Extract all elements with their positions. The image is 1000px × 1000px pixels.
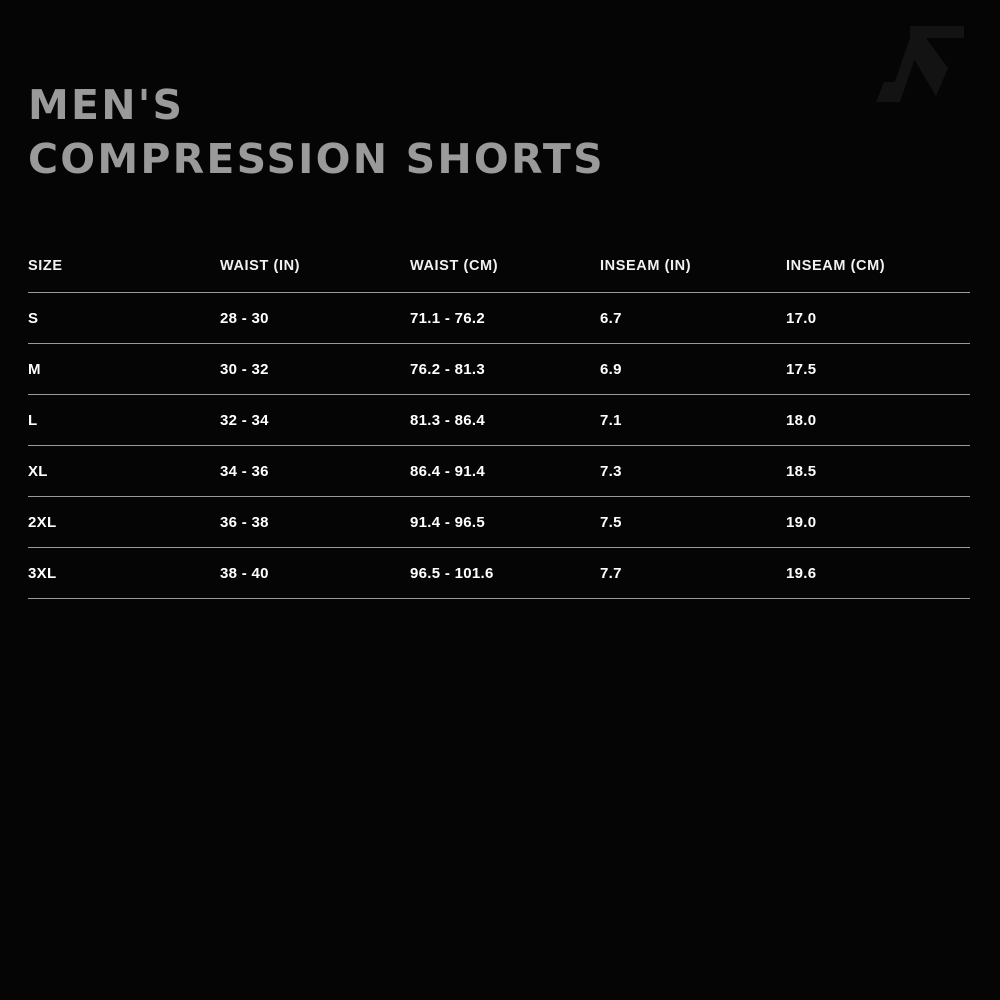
cell-inseam-cm: 18.5: [786, 446, 970, 497]
size-table-wrapper: [28, 258, 970, 599]
cell-inseam-cm: 17.0: [786, 293, 970, 344]
cell-waist-cm: 71.1 - 76.2: [410, 293, 600, 344]
table-row: [28, 446, 970, 497]
cell-waist-cm: 76.2 - 81.3: [410, 344, 600, 395]
cell-waist-in: 32 - 34: [220, 395, 410, 446]
cell-inseam-cm: 19.0: [786, 497, 970, 548]
cell-inseam-in: 7.5: [600, 497, 786, 548]
table-row: [28, 293, 970, 344]
cell-size: M: [28, 344, 220, 395]
cell-size: 3XL: [28, 548, 220, 599]
cell-size: 2XL: [28, 497, 220, 548]
column-header-inseam-cm: INSEAM (CM): [786, 258, 970, 293]
cell-inseam-in: 7.3: [600, 446, 786, 497]
table-row: [28, 395, 970, 446]
cell-waist-in: 30 - 32: [220, 344, 410, 395]
size-table: [28, 258, 970, 599]
table-header-row: [28, 258, 970, 293]
cell-inseam-cm: 18.0: [786, 395, 970, 446]
cell-size: L: [28, 395, 220, 446]
table-row: [28, 344, 970, 395]
table-row: [28, 497, 970, 548]
column-header-size: SIZE: [28, 258, 220, 293]
cell-inseam-in: 7.7: [600, 548, 786, 599]
cell-size: XL: [28, 446, 220, 497]
table-row: [28, 548, 970, 599]
cell-size: S: [28, 293, 220, 344]
cell-waist-cm: 91.4 - 96.5: [410, 497, 600, 548]
cell-waist-in: 28 - 30: [220, 293, 410, 344]
cell-waist-in: 34 - 36: [220, 446, 410, 497]
cell-inseam-in: 6.7: [600, 293, 786, 344]
cell-inseam-cm: 19.6: [786, 548, 970, 599]
cell-waist-cm: 81.3 - 86.4: [410, 395, 600, 446]
cell-inseam-cm: 17.5: [786, 344, 970, 395]
column-header-inseam-in: INSEAM (IN): [600, 258, 786, 293]
page-title: [28, 78, 928, 186]
title-line-2: COMPRESSION SHORTS: [28, 135, 605, 183]
cell-inseam-in: 6.9: [600, 344, 786, 395]
cell-waist-in: 36 - 38: [220, 497, 410, 548]
cell-inseam-in: 7.1: [600, 395, 786, 446]
column-header-waist-in: WAIST (IN): [220, 258, 410, 293]
title-line-1: MEN'S: [28, 81, 185, 129]
cell-waist-cm: 86.4 - 91.4: [410, 446, 600, 497]
cell-waist-in: 38 - 40: [220, 548, 410, 599]
cell-waist-cm: 96.5 - 101.6: [410, 548, 600, 599]
column-header-waist-cm: WAIST (CM): [410, 258, 600, 293]
